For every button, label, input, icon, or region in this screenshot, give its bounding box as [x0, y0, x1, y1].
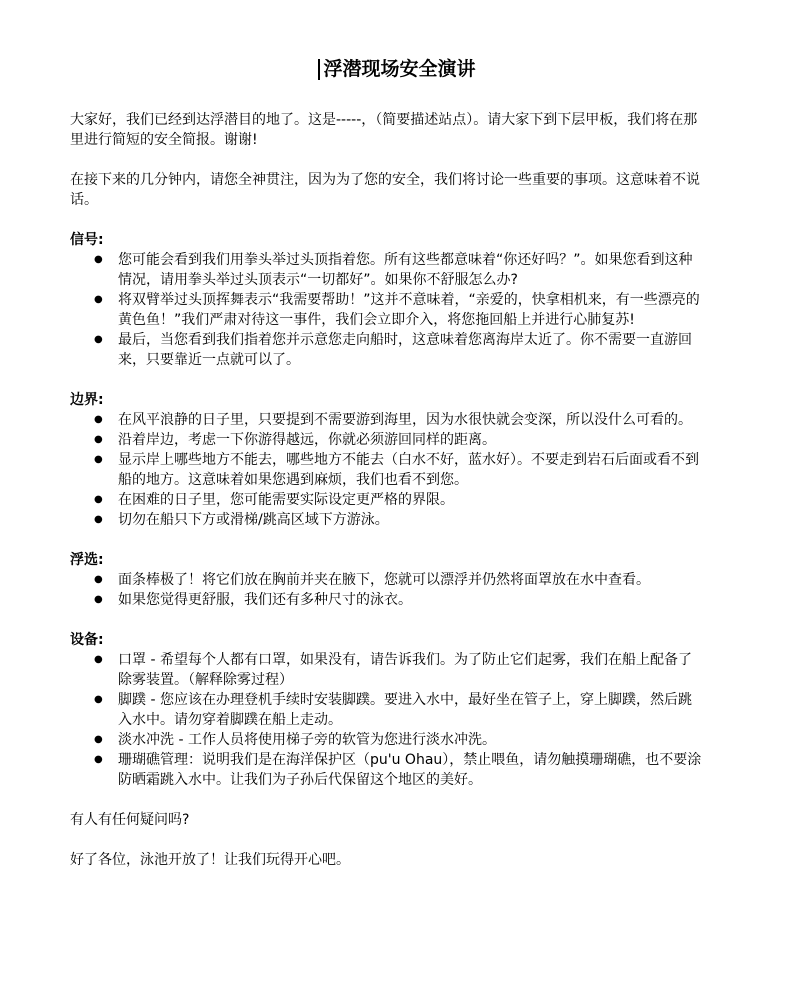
signals-list — [70, 250, 704, 370]
boundaries-list — [70, 410, 704, 530]
section-heading-boundaries: 边界: — [70, 392, 104, 408]
flotation-list — [70, 570, 704, 610]
list-item: ● 在困难的日子里，您可能需要实际设定更严格的界限。 — [118, 490, 704, 510]
list-item: ● 最后，当您看到我们指着您并示意您走向船时，这意味着您离海岸太近了。你不需要一直游回来，只要靠近一点就可以了。 — [118, 330, 704, 370]
title-area — [0, 56, 796, 82]
list-item: ● 在风平浪静的日子里，只要提到不需要游到海里，因为水很快就会变深，所以没什么可看的。 — [118, 410, 704, 430]
text-cursor — [318, 59, 320, 80]
list-item: ● 显示岸上哪些地方不能去，哪些地方不能去（白水不好，蓝水好）。不要走到岩石后面或看不到船的地方。这意味着如果您遇到麻烦，我们也看不到您。 — [118, 450, 704, 490]
list-item: ● 面条棒极了！将它们放在胸前并夹在腋下，您就可以漂浮并仍然将面罩放在水中查看。 — [118, 570, 704, 590]
list-item: ● 珊瑚礁管理：说明我们是在海洋保护区（pu'u Ohau），禁止喂鱼，请勿触摸珊瑚礁，也不要涂防晒霜跳入水中。让我们为子孙后代保留这个地区的美好。 — [118, 750, 704, 790]
section-heading-signals: 信号: — [70, 232, 104, 248]
list-item: ● 口罩 - 希望每个人都有口罩，如果没有，请告诉我们。为了防止它们起雾，我们在船上配备了除雾装置。（解释除雾过程） — [118, 650, 704, 690]
list-item: ● 脚蹼 - 您应该在办理登机手续时安装脚蹼。要进入水中，最好坐在管子上，穿上脚蹼，然后跳入水中。请勿穿着脚蹼在船上走动。 — [118, 690, 704, 730]
list-item: ● 切勿在船只下方或滑梯/跳高区域下方游泳。 — [118, 510, 704, 530]
section-heading-flotation: 浮选: — [70, 552, 104, 568]
list-item: ● 如果您觉得更舒服，我们还有多种尺寸的泳衣。 — [118, 590, 704, 610]
list-item: ● 沿着岸边，考虑一下你游得越远，你就必须游回同样的距离。 — [118, 430, 704, 450]
intro-paragraph: 大家好，我们已经到达浮潜目的地了。这是-----，（简要描述站点）。请大家下到下层甲板，我们将在那里进行简短的安全简报。谢谢! — [70, 112, 698, 148]
section-heading-equipment: 设备: — [70, 632, 104, 648]
list-item: ● 您可能会看到我们用拳头举过头顶指着您。所有这些都意味着“你还好吗？”。如果您看到这种情况，请用拳头举过头顶表示“一切都好”。如果你不舒服怎么办? — [118, 250, 704, 290]
list-item: ● 淡水冲洗 - 工作人员将使用梯子旁的软管为您进行淡水冲洗。 — [118, 730, 704, 750]
list-item: ● 将双臂举过头顶挥舞表示“我需要帮助！”这并不意味着，“亲爱的，快拿相机来，有一些漂亮的黄色鱼！”我们严肃对待这一事件，我们会立即介入，将您拖回船上并进行心肺复苏! — [118, 290, 704, 330]
document-title — [320, 56, 475, 82]
attention-paragraph: 在接下来的几分钟内，请您全神贯注，因为为了您的安全，我们将讨论一些重要的事项。这意味着不说话。 — [70, 172, 700, 208]
title-text: 浮潜现场安全演讲 — [323, 58, 476, 80]
question-paragraph: 有人有任何疑问吗? — [70, 812, 190, 828]
closing-paragraph: 好了各位，泳池开放了！让我们玩得开心吧。 — [70, 852, 350, 868]
equipment-list — [70, 650, 704, 790]
document-body — [70, 110, 704, 870]
